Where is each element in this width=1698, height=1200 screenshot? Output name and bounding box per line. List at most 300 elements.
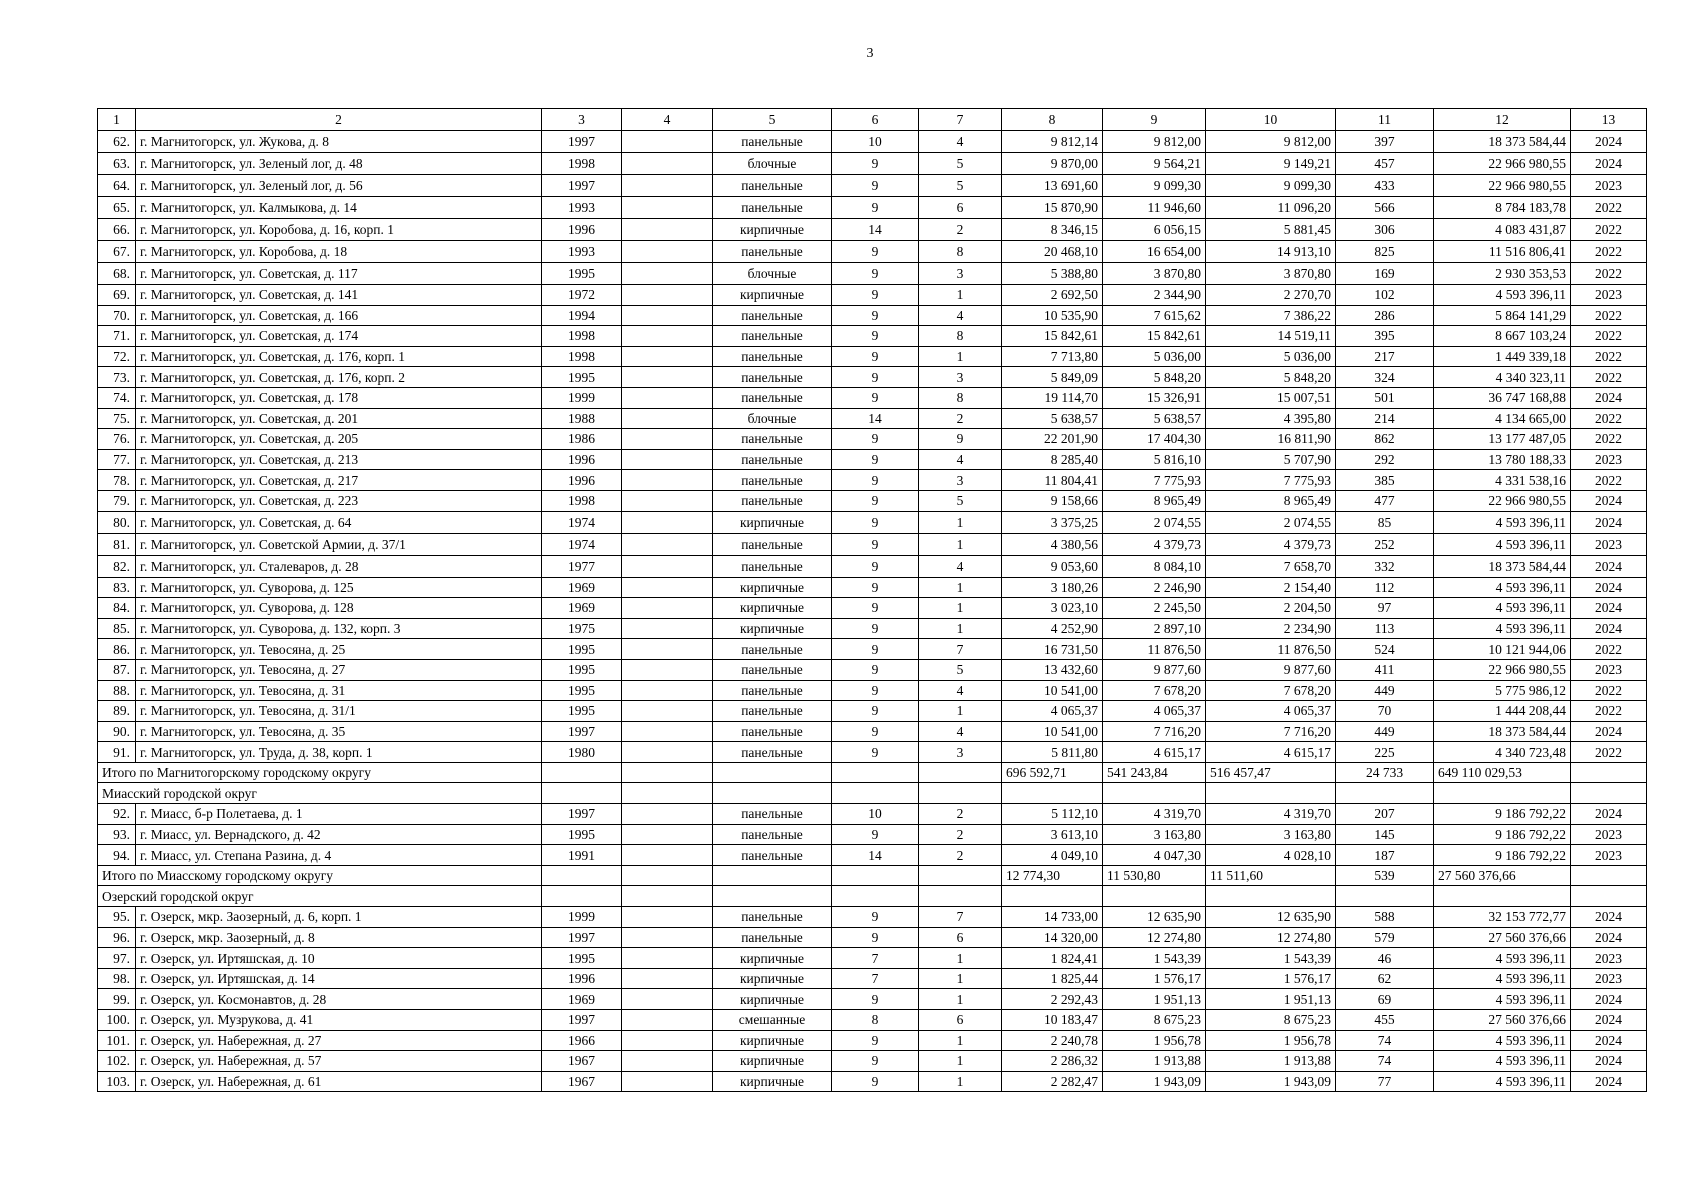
address-cell: г. Магнитогорск, ул. Тевосяна, д. 31 [136,680,542,701]
year-built-cell: 1993 [542,197,622,219]
entrances-cell: 2 [919,219,1002,241]
entrances-cell: 1 [919,511,1002,533]
entrances-cell: 4 [919,680,1002,701]
area-total-cell: 2 282,47 [1002,1071,1103,1092]
table-row [98,1030,1647,1051]
area-total-cell: 9 870,00 [1002,153,1103,175]
row-number: 62. [98,131,136,153]
column-4-cell [622,618,713,639]
area-premises-cell: 1 576,17 [1103,968,1206,989]
entrances-cell: 4 [919,305,1002,326]
year-built-cell: 1969 [542,598,622,619]
empty-cell [542,865,622,886]
table-header-row [98,109,1647,131]
column-4-cell [622,153,713,175]
cost-cell: 4 593 396,11 [1434,285,1571,306]
column-4-cell [622,511,713,533]
area-premises-cell: 5 036,00 [1103,346,1206,367]
year-built-cell: 1975 [542,618,622,639]
address-cell: г. Магнитогорск, ул. Суворова, д. 132, корп. 3 [136,618,542,639]
floors-cell: 9 [832,305,919,326]
wall-material-cell: панельные [713,907,832,928]
empty-cell [919,865,1002,886]
address-cell: г. Магнитогорск, ул. Советская, д. 178 [136,387,542,408]
empty-cell [1002,783,1103,804]
repair-year-cell: 2023 [1571,659,1647,680]
row-number: 63. [98,153,136,175]
cost-cell: 13 177 487,05 [1434,429,1571,450]
wall-material-cell: кирпичные [713,1071,832,1092]
cost-cell: 4 593 396,11 [1434,577,1571,598]
row-number: 81. [98,533,136,555]
floors-cell: 9 [832,555,919,577]
wall-material-cell: панельные [713,927,832,948]
residents-cell: 77 [1336,1071,1434,1092]
column-number-header: 10 [1206,109,1336,131]
floors-cell: 9 [832,511,919,533]
row-number: 80. [98,511,136,533]
repair-year-cell: 2022 [1571,367,1647,388]
year-built-cell: 1995 [542,639,622,660]
area-total-cell: 20 468,10 [1002,241,1103,263]
column-4-cell [622,326,713,347]
empty-cell [542,762,622,783]
entrances-cell: 3 [919,367,1002,388]
floors-cell: 9 [832,701,919,722]
repair-year-cell: 2024 [1571,577,1647,598]
repair-year-cell: 2023 [1571,968,1647,989]
area-premises-cell: 4 065,37 [1103,701,1206,722]
table-row [98,948,1647,969]
area-residential-cell: 5 881,45 [1206,219,1336,241]
empty-cell [1571,762,1647,783]
residents-cell: 74 [1336,1030,1434,1051]
wall-material-cell: панельные [713,175,832,197]
address-cell: г. Магнитогорск, ул. Тевосяна, д. 27 [136,659,542,680]
wall-material-cell: смешанные [713,1010,832,1031]
empty-cell [622,865,713,886]
table-row [98,175,1647,197]
subtotal-residents: 24 733 [1336,762,1434,783]
floors-cell: 10 [832,804,919,825]
row-number: 100. [98,1010,136,1031]
wall-material-cell: кирпичные [713,598,832,619]
table-row [98,346,1647,367]
repair-year-cell: 2024 [1571,804,1647,825]
residents-cell: 524 [1336,639,1434,660]
table-row [98,824,1647,845]
address-cell: г. Магнитогорск, ул. Советская, д. 213 [136,449,542,470]
section-header-row [98,886,1647,907]
address-cell: г. Миасс, ул. Вернадского, д. 42 [136,824,542,845]
table-row [98,845,1647,866]
repair-year-cell: 2023 [1571,533,1647,555]
area-premises-cell: 7 716,20 [1103,721,1206,742]
floors-cell: 9 [832,907,919,928]
cost-cell: 5 775 986,12 [1434,680,1571,701]
floors-cell: 9 [832,721,919,742]
year-built-cell: 1995 [542,659,622,680]
row-number: 66. [98,219,136,241]
cost-cell: 8 667 103,24 [1434,326,1571,347]
address-cell: г. Магнитогорск, ул. Суворова, д. 125 [136,577,542,598]
residents-cell: 85 [1336,511,1434,533]
floors-cell: 9 [832,1051,919,1072]
entrances-cell: 4 [919,721,1002,742]
repair-year-cell: 2024 [1571,387,1647,408]
column-4-cell [622,197,713,219]
table-row [98,618,1647,639]
residents-cell: 70 [1336,701,1434,722]
row-number: 77. [98,449,136,470]
row-number: 97. [98,948,136,969]
area-premises-cell: 4 319,70 [1103,804,1206,825]
area-total-cell: 19 114,70 [1002,387,1103,408]
empty-cell [1336,886,1434,907]
table-row [98,241,1647,263]
column-number-header: 9 [1103,109,1206,131]
floors-cell: 9 [832,175,919,197]
address-cell: г. Озерск, ул. Космонавтов, д. 28 [136,989,542,1010]
table-row [98,429,1647,450]
row-number: 72. [98,346,136,367]
area-total-cell: 4 065,37 [1002,701,1103,722]
floors-cell: 9 [832,241,919,263]
cost-cell: 22 966 980,55 [1434,175,1571,197]
subtotal-area-residential: 516 457,47 [1206,762,1336,783]
column-4-cell [622,490,713,511]
floors-cell: 9 [832,742,919,763]
address-cell: г. Озерск, мкр. Заозерный, д. 6, корп. 1 [136,907,542,928]
cost-cell: 9 186 792,22 [1434,804,1571,825]
residents-cell: 252 [1336,533,1434,555]
table-row [98,131,1647,153]
address-cell: г. Озерск, ул. Иртяшская, д. 14 [136,968,542,989]
empty-cell [832,865,919,886]
area-residential-cell: 7 775,93 [1206,470,1336,491]
entrances-cell: 7 [919,907,1002,928]
residents-cell: 579 [1336,927,1434,948]
cost-cell: 32 153 772,77 [1434,907,1571,928]
entrances-cell: 1 [919,618,1002,639]
area-residential-cell: 11 096,20 [1206,197,1336,219]
table-row [98,367,1647,388]
empty-cell [713,865,832,886]
floors-cell: 9 [832,577,919,598]
wall-material-cell: кирпичные [713,511,832,533]
column-4-cell [622,804,713,825]
area-residential-cell: 7 678,20 [1206,680,1336,701]
year-built-cell: 1969 [542,989,622,1010]
table-row [98,1051,1647,1072]
year-built-cell: 1997 [542,721,622,742]
entrances-cell: 3 [919,263,1002,285]
year-built-cell: 1997 [542,804,622,825]
column-4-cell [622,470,713,491]
row-number: 99. [98,989,136,1010]
subtotal-label: Итого по Миасскому городскому округу [98,865,542,886]
residents-cell: 102 [1336,285,1434,306]
table-row [98,263,1647,285]
floors-cell: 9 [832,490,919,511]
repair-year-cell: 2022 [1571,639,1647,660]
column-4-cell [622,241,713,263]
residents-cell: 332 [1336,555,1434,577]
area-premises-cell: 12 635,90 [1103,907,1206,928]
column-4-cell [622,989,713,1010]
year-built-cell: 1998 [542,346,622,367]
column-number-header: 3 [542,109,622,131]
subtotal-area-total: 12 774,30 [1002,865,1103,886]
address-cell: г. Магнитогорск, ул. Советская, д. 223 [136,490,542,511]
address-cell: г. Магнитогорск, ул. Тевосяна, д. 35 [136,721,542,742]
repair-year-cell: 2024 [1571,153,1647,175]
wall-material-cell: блочные [713,408,832,429]
wall-material-cell: блочные [713,263,832,285]
area-premises-cell: 5 848,20 [1103,367,1206,388]
area-premises-cell: 11 876,50 [1103,639,1206,660]
empty-cell [1434,783,1571,804]
repair-year-cell: 2024 [1571,1010,1647,1031]
row-number: 94. [98,845,136,866]
entrances-cell: 4 [919,449,1002,470]
wall-material-cell: панельные [713,721,832,742]
row-number: 84. [98,598,136,619]
area-total-cell: 5 112,10 [1002,804,1103,825]
area-total-cell: 11 804,41 [1002,470,1103,491]
address-cell: г. Озерск, ул. Иртяшская, д. 10 [136,948,542,969]
area-residential-cell: 9 149,21 [1206,153,1336,175]
area-premises-cell: 1 951,13 [1103,989,1206,1010]
row-number: 95. [98,907,136,928]
entrances-cell: 7 [919,639,1002,660]
residents-cell: 455 [1336,1010,1434,1031]
area-residential-cell: 9 099,30 [1206,175,1336,197]
column-4-cell [622,175,713,197]
residents-cell: 46 [1336,948,1434,969]
cost-cell: 1 449 339,18 [1434,346,1571,367]
year-built-cell: 1997 [542,927,622,948]
wall-material-cell: панельные [713,701,832,722]
area-premises-cell: 3 870,80 [1103,263,1206,285]
row-number: 93. [98,824,136,845]
year-built-cell: 1972 [542,285,622,306]
area-premises-cell: 9 877,60 [1103,659,1206,680]
column-4-cell [622,533,713,555]
area-premises-cell: 15 326,91 [1103,387,1206,408]
year-built-cell: 1994 [542,305,622,326]
address-cell: г. Магнитогорск, ул. Калмыкова, д. 14 [136,197,542,219]
area-premises-cell: 5 816,10 [1103,449,1206,470]
year-built-cell: 1967 [542,1051,622,1072]
area-residential-cell: 12 635,90 [1206,907,1336,928]
year-built-cell: 1999 [542,907,622,928]
area-total-cell: 13 432,60 [1002,659,1103,680]
column-4-cell [622,408,713,429]
repair-year-cell: 2022 [1571,326,1647,347]
address-cell: г. Магнитогорск, ул. Советская, д. 176, корп. 1 [136,346,542,367]
area-residential-cell: 4 319,70 [1206,804,1336,825]
area-residential-cell: 9 812,00 [1206,131,1336,153]
subtotal-cost: 27 560 376,66 [1434,865,1571,886]
entrances-cell: 1 [919,1030,1002,1051]
wall-material-cell: панельные [713,367,832,388]
area-residential-cell: 2 074,55 [1206,511,1336,533]
section-label: Озерский городской округ [98,886,542,907]
area-total-cell: 4 049,10 [1002,845,1103,866]
row-number: 103. [98,1071,136,1092]
column-4-cell [622,639,713,660]
address-cell: г. Магнитогорск, ул. Коробова, д. 16, корп. 1 [136,219,542,241]
residents-cell: 217 [1336,346,1434,367]
repair-year-cell: 2024 [1571,927,1647,948]
floors-cell: 9 [832,346,919,367]
column-number-header: 7 [919,109,1002,131]
repair-year-cell: 2023 [1571,285,1647,306]
empty-cell [919,762,1002,783]
wall-material-cell: панельные [713,659,832,680]
area-residential-cell: 1 943,09 [1206,1071,1336,1092]
column-4-cell [622,346,713,367]
table-row [98,804,1647,825]
cost-cell: 4 083 431,87 [1434,219,1571,241]
address-cell: г. Магнитогорск, ул. Советская, д. 201 [136,408,542,429]
table-row [98,511,1647,533]
year-built-cell: 1993 [542,241,622,263]
residents-cell: 225 [1336,742,1434,763]
residents-cell: 397 [1336,131,1434,153]
area-residential-cell: 9 877,60 [1206,659,1336,680]
area-residential-cell: 4 065,37 [1206,701,1336,722]
area-total-cell: 8 346,15 [1002,219,1103,241]
area-residential-cell: 4 379,73 [1206,533,1336,555]
column-number-header: 6 [832,109,919,131]
row-number: 69. [98,285,136,306]
area-residential-cell: 7 716,20 [1206,721,1336,742]
area-total-cell: 22 201,90 [1002,429,1103,450]
subtotal-row [98,865,1647,886]
column-4-cell [622,1010,713,1031]
area-premises-cell: 16 654,00 [1103,241,1206,263]
area-premises-cell: 1 943,09 [1103,1071,1206,1092]
empty-cell [1336,783,1434,804]
area-residential-cell: 7 658,70 [1206,555,1336,577]
repair-year-cell: 2024 [1571,1051,1647,1072]
area-premises-cell: 2 897,10 [1103,618,1206,639]
area-premises-cell: 8 965,49 [1103,490,1206,511]
area-residential-cell: 15 007,51 [1206,387,1336,408]
column-4-cell [622,285,713,306]
column-4-cell [622,305,713,326]
wall-material-cell: панельные [713,555,832,577]
year-built-cell: 1995 [542,948,622,969]
entrances-cell: 5 [919,659,1002,680]
area-total-cell: 15 870,90 [1002,197,1103,219]
cost-cell: 11 516 806,41 [1434,241,1571,263]
column-4-cell [622,701,713,722]
residents-cell: 292 [1336,449,1434,470]
area-premises-cell: 7 775,93 [1103,470,1206,491]
year-built-cell: 1988 [542,408,622,429]
area-residential-cell: 8 965,49 [1206,490,1336,511]
repair-year-cell: 2024 [1571,490,1647,511]
address-cell: г. Магнитогорск, ул. Советская, д. 174 [136,326,542,347]
address-cell: г. Магнитогорск, ул. Зеленый лог, д. 48 [136,153,542,175]
empty-cell [919,783,1002,804]
row-number: 101. [98,1030,136,1051]
entrances-cell: 8 [919,387,1002,408]
row-number: 92. [98,804,136,825]
address-cell: г. Миасс, б-р Полетаева, д. 1 [136,804,542,825]
address-cell: г. Магнитогорск, ул. Советская, д. 141 [136,285,542,306]
area-premises-cell: 2 246,90 [1103,577,1206,598]
address-cell: г. Магнитогорск, ул. Советская, д. 117 [136,263,542,285]
year-built-cell: 1969 [542,577,622,598]
column-number-header: 13 [1571,109,1647,131]
wall-material-cell: кирпичные [713,219,832,241]
repair-year-cell: 2024 [1571,555,1647,577]
year-built-cell: 1966 [542,1030,622,1051]
floors-cell: 9 [832,927,919,948]
repair-year-cell: 2024 [1571,721,1647,742]
area-residential-cell: 1 956,78 [1206,1030,1336,1051]
address-cell: г. Озерск, ул. Набережная, д. 57 [136,1051,542,1072]
row-number: 88. [98,680,136,701]
column-number-header: 2 [136,109,542,131]
subtotal-area-residential: 11 511,60 [1206,865,1336,886]
table-row [98,968,1647,989]
area-premises-cell: 5 638,57 [1103,408,1206,429]
table-row [98,408,1647,429]
table-row [98,639,1647,660]
cost-cell: 2 930 353,53 [1434,263,1571,285]
residents-cell: 501 [1336,387,1434,408]
row-number: 87. [98,659,136,680]
column-4-cell [622,429,713,450]
year-built-cell: 1977 [542,555,622,577]
table-body [98,131,1647,1092]
repair-year-cell: 2022 [1571,470,1647,491]
cost-cell: 18 373 584,44 [1434,555,1571,577]
repair-year-cell: 2022 [1571,197,1647,219]
residents-cell: 112 [1336,577,1434,598]
area-total-cell: 2 286,32 [1002,1051,1103,1072]
area-premises-cell: 4 047,30 [1103,845,1206,866]
empty-cell [622,886,713,907]
residents-cell: 214 [1336,408,1434,429]
area-total-cell: 14 733,00 [1002,907,1103,928]
floors-cell: 8 [832,1010,919,1031]
address-cell: г. Озерск, мкр. Заозерный, д. 8 [136,927,542,948]
table-row [98,285,1647,306]
subtotal-cost: 649 110 029,53 [1434,762,1571,783]
address-cell: г. Магнитогорск, ул. Советская, д. 166 [136,305,542,326]
repair-year-cell: 2024 [1571,598,1647,619]
area-residential-cell: 5 848,20 [1206,367,1336,388]
year-built-cell: 1995 [542,701,622,722]
cost-cell: 5 864 141,29 [1434,305,1571,326]
cost-cell: 9 186 792,22 [1434,824,1571,845]
wall-material-cell: панельные [713,490,832,511]
table-row [98,305,1647,326]
area-total-cell: 9 812,14 [1002,131,1103,153]
repair-year-cell: 2022 [1571,701,1647,722]
residents-cell: 69 [1336,989,1434,1010]
table-row [98,577,1647,598]
cost-cell: 4 593 396,11 [1434,1030,1571,1051]
floors-cell: 9 [832,153,919,175]
wall-material-cell: панельные [713,639,832,660]
